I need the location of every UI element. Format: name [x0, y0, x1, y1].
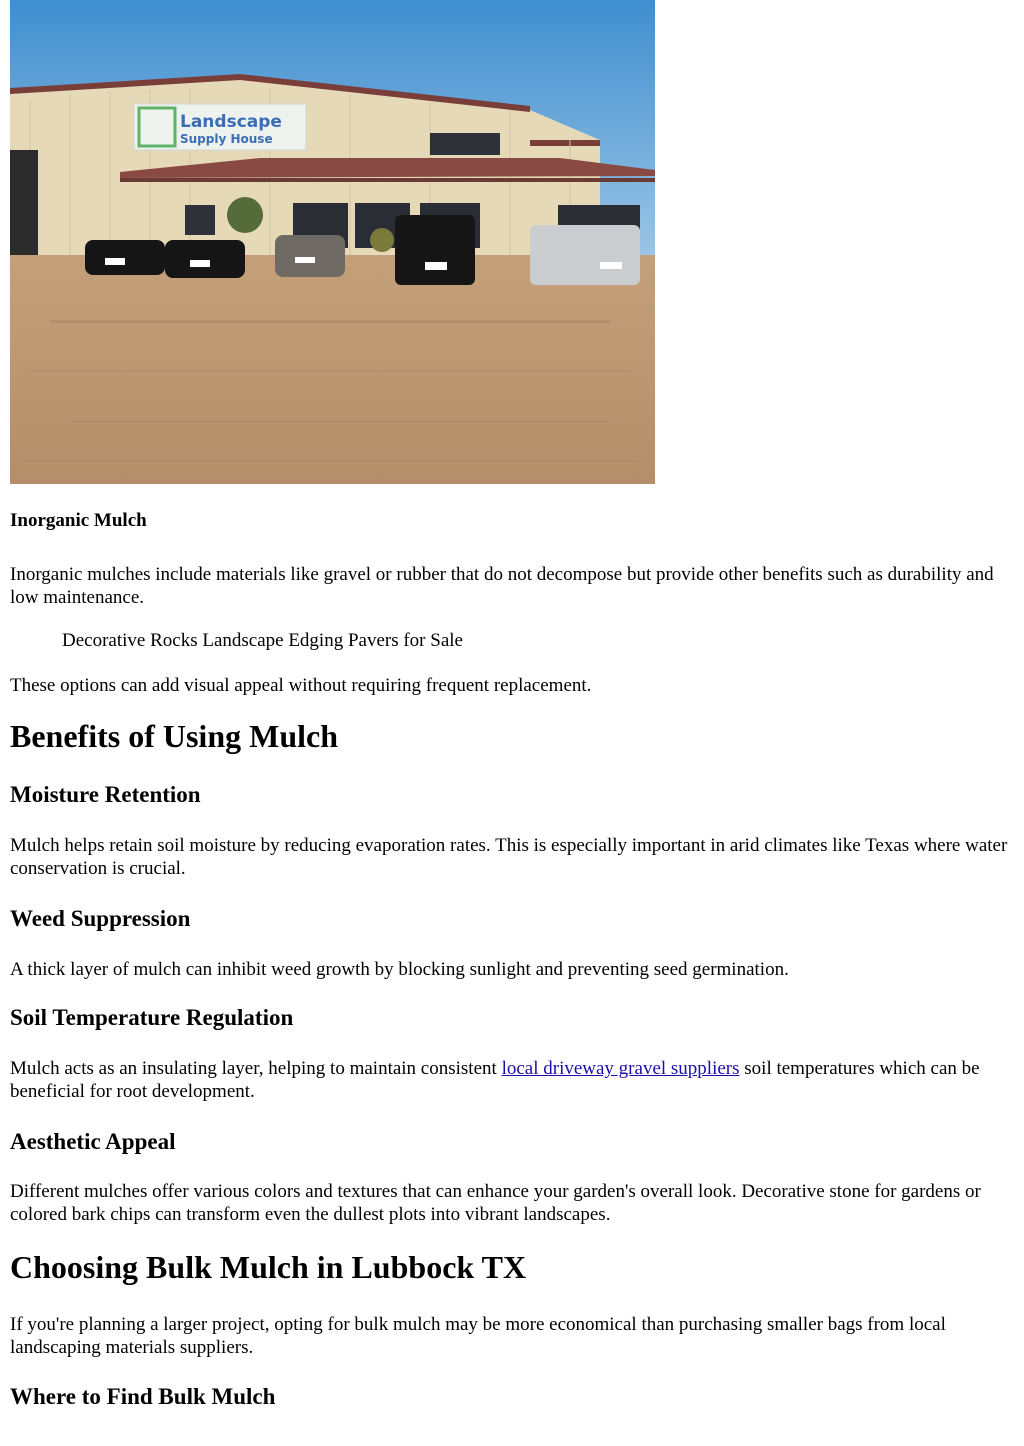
- options-paragraph: These options can add visual appeal without requiring frequent replacement.: [10, 675, 592, 696]
- inorganic-mulch-paragraph: Inorganic mulches include materials like gravel or rubber that do not decompose but provide other benefits such as durability and low maintenance.: [10, 564, 994, 608]
- soil-text-before: Mulch acts as an insulating layer, helping to maintain consistent: [10, 1058, 502, 1079]
- where-to-find-heading: Where to Find Bulk Mulch: [10, 1384, 276, 1409]
- svg-text:Landscape: Landscape: [180, 112, 282, 132]
- soil-temperature-paragraph: [10, 1057, 1010, 1103]
- inorganic-mulch-heading: Inorganic Mulch: [10, 510, 147, 531]
- bulk-mulch-paragraph: If you're planning a larger project, opting for bulk mulch may be more economical than purchasing smaller bags from local landscaping materials suppliers.: [10, 1314, 946, 1358]
- aesthetic-appeal-heading: Aesthetic Appeal: [10, 1129, 176, 1154]
- benefits-heading: Benefits of Using Mulch: [10, 718, 338, 754]
- local-driveway-gravel-suppliers-link[interactable]: local driveway gravel suppliers: [501, 1058, 740, 1079]
- weed-suppression-heading: Weed Suppression: [10, 906, 191, 931]
- decorative-rocks-line: Decorative Rocks Landscape Edging Pavers for Sale: [62, 630, 463, 651]
- storefront-photo: [10, 0, 655, 484]
- aesthetic-appeal-paragraph: Different mulches offer various colors and textures that can enhance your garden's overall look. Decorative stone for gardens or colored bark chips can transform even the dullest plots into vibrant landscapes.: [10, 1181, 981, 1225]
- svg-text:Supply House: Supply House: [180, 132, 273, 146]
- weed-suppression-paragraph: A thick layer of mulch can inhibit weed growth by blocking sunlight and preventing seed germination.: [10, 959, 789, 980]
- soil-temperature-heading: Soil Temperature Regulation: [10, 1005, 294, 1030]
- moisture-retention-heading: Moisture Retention: [10, 782, 201, 807]
- bulk-mulch-heading: Choosing Bulk Mulch in Lubbock TX: [10, 1249, 527, 1285]
- moisture-retention-paragraph: Mulch helps retain soil moisture by reducing evaporation rates. This is especially important in arid climates like Texas where water conservation is crucial.: [10, 835, 1008, 879]
- soil-text-after: soil temperatures which can be beneficial for root development.: [10, 1058, 980, 1102]
